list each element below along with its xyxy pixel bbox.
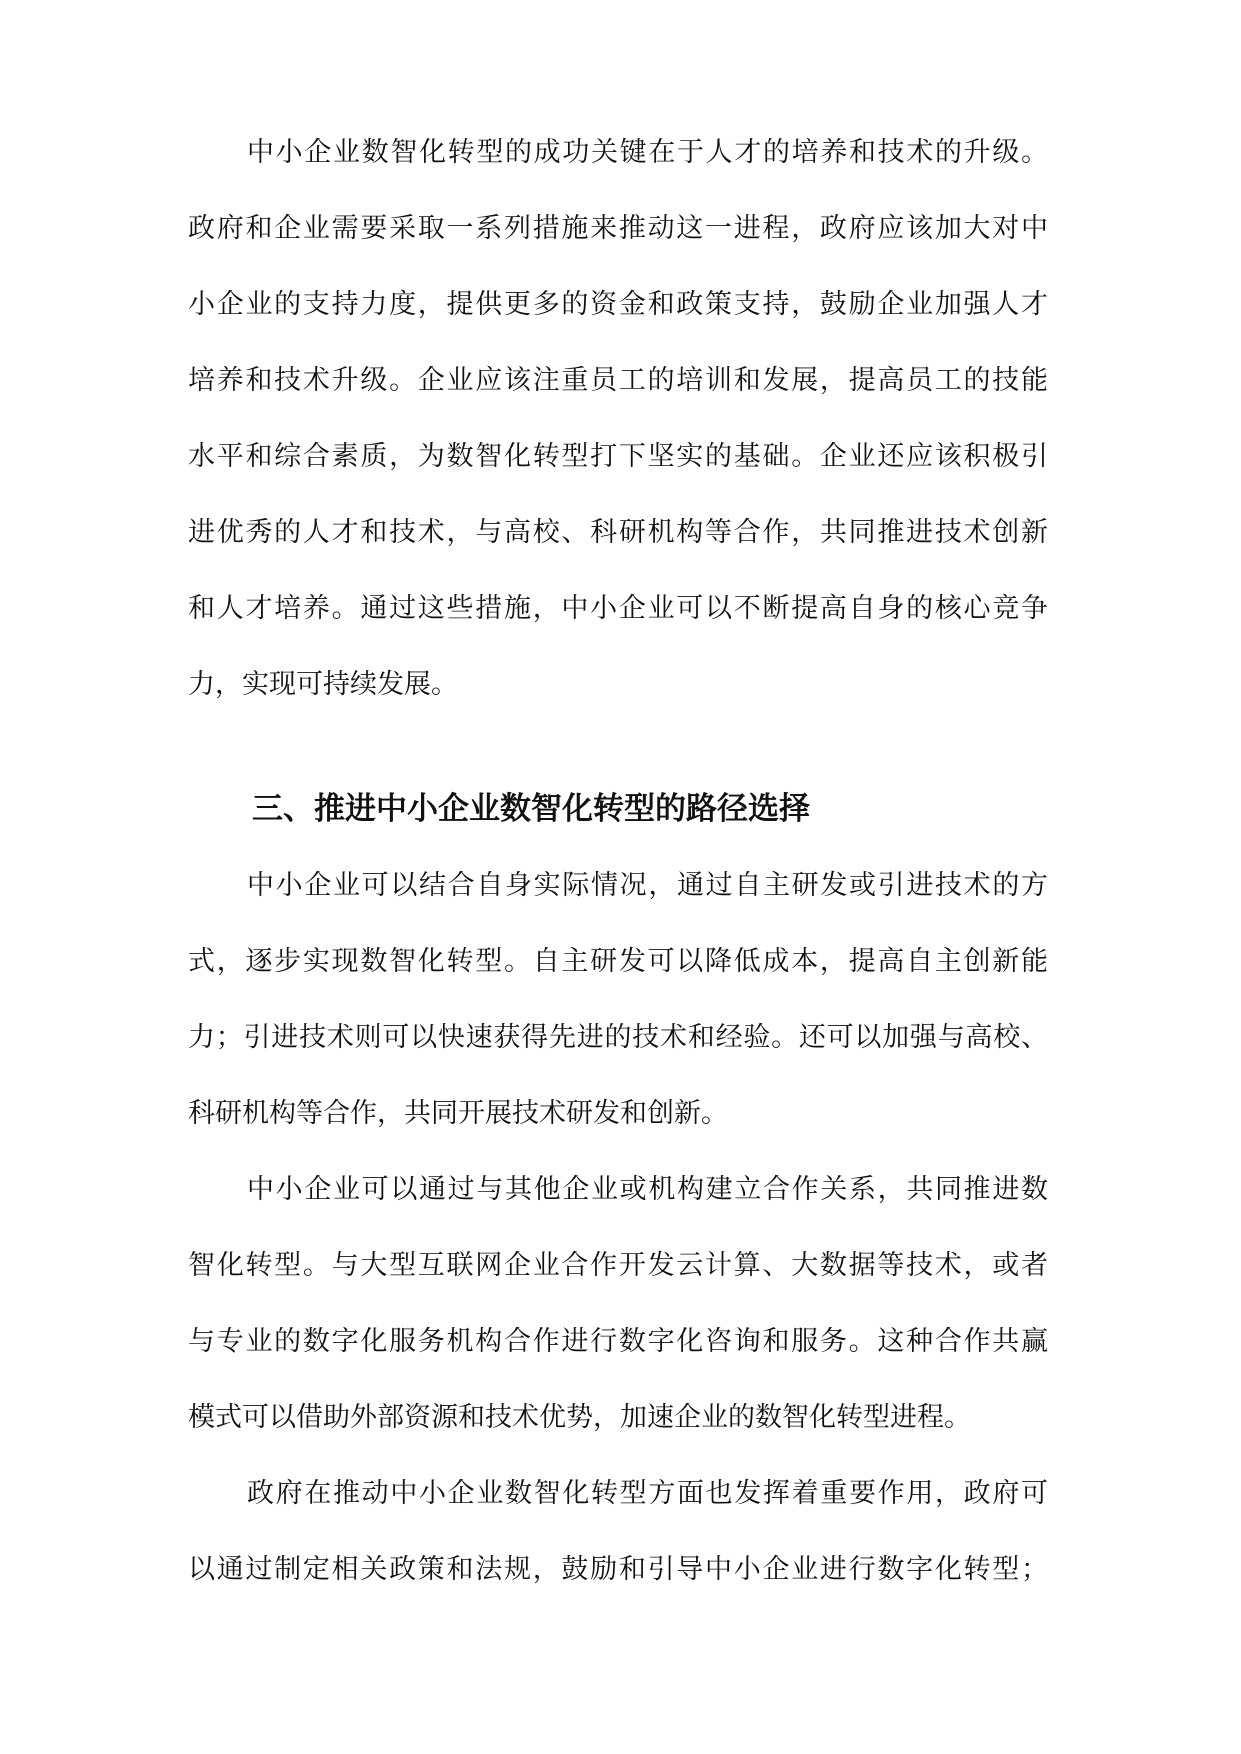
paragraph-1-line-6: 进优秀的人才和技术，与高校、科研机构等合作，共同推进技术创新 bbox=[188, 517, 1048, 548]
paragraph-4-line-1: 政府在推动中小企业数智化转型方面也发挥着重要作用，政府可 bbox=[247, 1478, 1048, 1509]
paragraph-3-line-3: 与专业的数字化服务机构合作进行数字化咨询和服务。这种合作共赢 bbox=[188, 1326, 1048, 1357]
paragraph-1-line-3: 小企业的支持力度，提供更多的资金和政策支持，鼓励企业加强人才 bbox=[188, 289, 1048, 320]
paragraph-3-line-4: 模式可以借助外部资源和技术优势，加速企业的数智化转型进程。 bbox=[188, 1402, 971, 1433]
paragraph-1-line-4: 培养和技术升级。企业应该注重员工的培训和发展，提高员工的技能 bbox=[188, 365, 1048, 396]
paragraph-1-line-5: 水平和综合素质，为数智化转型打下坚实的基础。企业还应该积极引 bbox=[188, 441, 1048, 472]
paragraph-3-line-1: 中小企业可以通过与其他企业或机构建立合作关系，共同推进数 bbox=[247, 1174, 1048, 1205]
paragraph-4-line-2: 以通过制定相关政策和法规，鼓励和引导中小企业进行数字化转型； bbox=[188, 1554, 1048, 1585]
paragraph-1-line-1: 中小企业数智化转型的成功关键在于人才的培养和技术的升级。 bbox=[247, 137, 1048, 168]
paragraph-1-line-7: 和人才培养。通过这些措施，中小企业可以不断提高自身的核心竞争 bbox=[188, 593, 1048, 624]
paragraph-1-line-2: 政府和企业需要采取一系列措施来推动这一进程，政府应该加大对中 bbox=[188, 213, 1048, 244]
paragraph-3-line-2: 智化转型。与大型互联网企业合作开发云计算、大数据等技术，或者 bbox=[188, 1250, 1048, 1281]
paragraph-2-line-3: 力；引进技术则可以快速获得先进的技术和经验。还可以加强与高校、 bbox=[188, 1022, 1048, 1053]
paragraph-2-line-2: 式，逐步实现数智化转型。自主研发可以降低成本，提高自主创新能 bbox=[188, 946, 1048, 977]
section-heading: 三、推进中小企业数智化转型的路径选择 bbox=[252, 791, 810, 827]
paragraph-2-line-1: 中小企业可以结合自身实际情况，通过自主研发或引进技术的方 bbox=[247, 870, 1048, 901]
paragraph-2-line-4: 科研机构等合作，共同开展技术研发和创新。 bbox=[188, 1098, 728, 1129]
paragraph-1-line-8: 力，实现可持续发展。 bbox=[188, 669, 458, 700]
